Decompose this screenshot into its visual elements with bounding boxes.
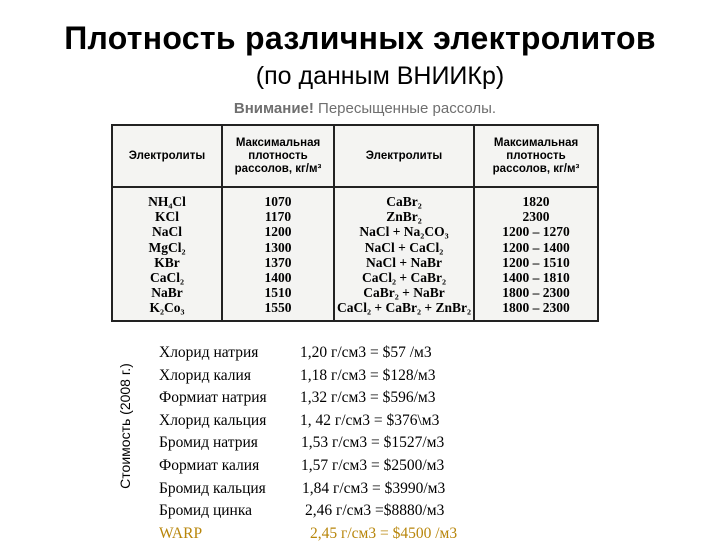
cost-value: 1,32 г/см3 = $596/м3 (300, 389, 436, 407)
table-cell: 1550 (264, 300, 292, 316)
table-cell: 2300 (522, 209, 550, 225)
table-cell: 1800 – 2300 (502, 300, 570, 316)
table-cell: 1200 – 1400 (502, 239, 570, 255)
cost-side-label-text: Стоимость (2008 г.) (117, 363, 133, 489)
table-cell: 1200 (264, 224, 292, 240)
cost-list (159, 342, 539, 545)
table-cell: NaCl + Na₂CO₃ (359, 224, 449, 240)
column-electrolytes-left (113, 126, 223, 320)
cost-row (159, 478, 539, 501)
table-cell: CaBr₂ + NaBr (363, 285, 445, 301)
table-cell: 1200 – 1510 (502, 254, 570, 270)
cost-row (159, 410, 539, 433)
table-cell: NaBr (151, 285, 183, 301)
cost-name: Хлорид кальция (159, 411, 267, 429)
cost-row (159, 432, 539, 455)
electrolyte-list-left (113, 194, 221, 316)
cost-value: 2,45 г/см3 = $4500 /м3 (310, 524, 458, 542)
column-densities-right (475, 126, 597, 320)
cost-row (159, 523, 539, 545)
cost-name: WARP (159, 524, 203, 542)
density-list-left (223, 194, 333, 316)
column-header: Максимальная плотность рассолов, кг/м³ (475, 126, 597, 188)
table-cell: NaCl + NaBr (366, 254, 442, 270)
column-header: Электролиты (113, 126, 221, 188)
cost-name: Формиат натрия (159, 389, 267, 407)
column-electrolytes-right (335, 126, 475, 320)
table-cell: 1400 (264, 269, 292, 285)
cost-name: Формиат калия (159, 456, 260, 474)
cost-value: 1,84 г/см3 = $3990/м3 (302, 479, 446, 497)
cost-value: 1,18 г/см3 = $128/м3 (300, 366, 436, 384)
warning-text: Пересыщенные рассолы. (313, 100, 497, 117)
table-cell: 1510 (264, 285, 292, 301)
column-densities-left (223, 126, 335, 320)
table-cell: ZnBr₂ (386, 209, 422, 225)
table-cell: 1170 (264, 209, 292, 225)
column-header: Электролиты (335, 126, 473, 188)
table-cell: NaCl + CaCl₂ (364, 239, 444, 255)
table-cell: NH₄Cl (148, 194, 186, 209)
warning-label: Внимание! (233, 100, 314, 117)
table-cell: CaCl₂ (149, 269, 185, 285)
cost-name: Хлорид калия (159, 366, 251, 384)
table-cell: 1300 (264, 239, 292, 255)
page-title: Плотность различных электролитов (64, 20, 656, 56)
cost-row (159, 500, 539, 523)
table-cell: 1070 (264, 194, 292, 209)
table-cell: CaCl₂ + CaBr₂ + ZnBr₂ (336, 300, 472, 316)
cost-name: Бромид натрия (159, 434, 258, 452)
table-cell: 1400 – 1810 (502, 269, 570, 285)
table-cell: 1370 (264, 254, 292, 270)
table-cell: K₂Co₃ (149, 300, 185, 316)
cost-name: Бромид цинка (159, 502, 253, 520)
density-table (111, 124, 599, 322)
page-subtitle: (по данным ВНИИКр) (255, 62, 505, 90)
table-cell: 1200 – 1270 (502, 224, 570, 240)
table-cell: CaCl₂ + CaBr₂ (361, 269, 447, 285)
cost-value: 1,53 г/см3 = $1527/м3 (301, 434, 445, 452)
cost-row (159, 455, 539, 478)
table-cell: MgCl₂ (148, 239, 186, 255)
cost-row (159, 387, 539, 410)
table-cell: KCl (154, 209, 179, 225)
cost-value: 1, 42 г/см3 = $376\м3 (300, 411, 440, 429)
table-cell: CaBr₂ (386, 194, 422, 209)
cost-value: 1,20 г/см3 = $57 /м3 (300, 344, 432, 361)
warning-note (0, 100, 720, 117)
cost-value: 2,46 г/см3 =$8880/м3 (305, 502, 445, 520)
cost-value: 1,57 г/см3 = $2500/м3 (301, 456, 445, 474)
density-list-right (475, 194, 597, 316)
table-cell: NaCl (152, 224, 182, 240)
table-cell: 1820 (522, 194, 550, 209)
cost-name: Хлорид натрия (159, 344, 259, 361)
column-header: Максимальная плотность рассолов, кг/м³ (223, 126, 333, 188)
cost-name: Бромид кальция (159, 479, 266, 497)
table-cell: KBr (154, 254, 180, 270)
table-cell: 1800 – 2300 (502, 285, 570, 301)
cost-side-label (117, 342, 133, 510)
electrolyte-list-right (335, 194, 473, 316)
cost-row (159, 365, 539, 388)
cost-row (159, 342, 539, 365)
